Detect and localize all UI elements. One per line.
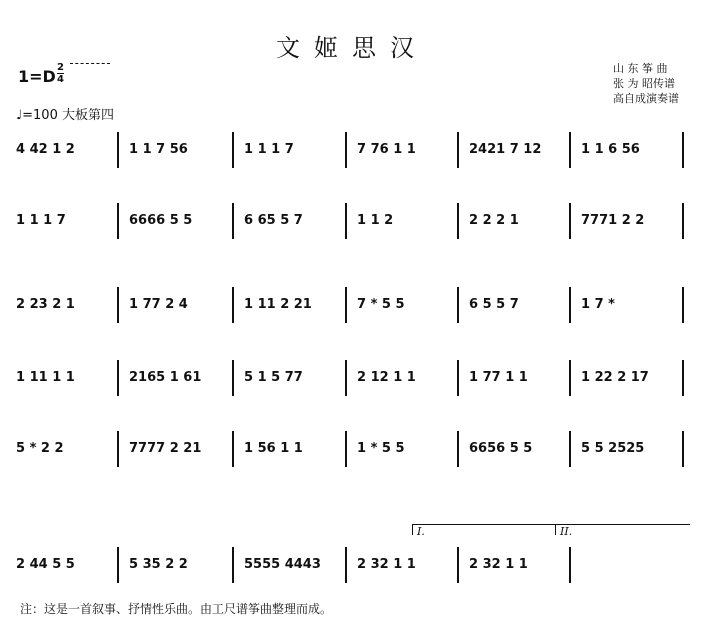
measure: 1 11 2 21 [244,297,312,312]
barline [569,287,571,323]
credit-line-3: 高自成演奏谱 [613,92,679,105]
barline [569,132,571,168]
barline [117,360,119,396]
volta-first-ending: I. [412,524,557,535]
measure: 6 65 5 7 [244,213,303,228]
measure: 1 11 1 1 [16,370,75,385]
measure: 6 5 5 7 [469,297,519,312]
measure: 5 * 2 2 [16,441,64,456]
volta-second-ending: II. [555,524,690,535]
measure: 1 7 * [581,297,615,312]
measure: 2 32 1 1 [469,557,528,572]
measure: 1 56 1 1 [244,441,303,456]
measure: 2165 1 61 [129,370,202,385]
barline [569,547,571,583]
measure: 1 1 6 56 [581,142,640,157]
barline [232,203,234,239]
time-signature-bottom: 4 [57,74,64,85]
footnote: 注：这是一首叙事、抒情性乐曲。由工尺谱筝曲整理而成。 [20,602,333,616]
measure: 2 12 1 1 [357,370,416,385]
barline [117,547,119,583]
measure: 4 42 1 2 [16,142,75,157]
score-row [0,132,704,192]
barline [569,360,571,396]
measure: 2421 7 12 [469,142,542,157]
measure: 1 77 2 4 [129,297,188,312]
measure: 1 1 1 7 [244,142,294,157]
barline [345,431,347,467]
measure: 5555 4443 [244,557,321,572]
barline [569,431,571,467]
measure: 5 1 5 77 [244,370,303,385]
barline [232,360,234,396]
measure: 2 44 5 5 [16,557,75,572]
barline [345,287,347,323]
barline [457,287,459,323]
credit-line-1: 山 东 筝 曲 [613,62,668,75]
score-row [0,360,704,420]
barline [457,360,459,396]
barline [682,431,684,467]
barline [682,203,684,239]
measure: 6656 5 5 [469,441,533,456]
barline [232,287,234,323]
barline [457,203,459,239]
score-row [0,203,704,263]
barline [345,132,347,168]
score-row [0,431,704,491]
measure: 2 23 2 1 [16,297,75,312]
barline [569,203,571,239]
measure: 7777 2 21 [129,441,202,456]
measure: 7771 2 2 [581,213,645,228]
measure: 1 1 1 7 [16,213,66,228]
barline [117,132,119,168]
time-signature-top: 2 [57,62,64,73]
barline [345,203,347,239]
barline [232,431,234,467]
measure: 1 * 5 5 [357,441,405,456]
barline [345,360,347,396]
tempo-marking: ♩=100 大板第四 [16,108,114,123]
measure: 7 * 5 5 [357,297,405,312]
barline [457,132,459,168]
measure: 1 1 2 [357,213,394,228]
measure: 1 77 1 1 [469,370,528,385]
barline [682,360,684,396]
barline [232,132,234,168]
score-row [0,547,704,607]
measure: 1 1 7 56 [129,142,188,157]
measure: 2 2 2 1 [469,213,519,228]
page-title: 文姬思汉 [276,34,428,62]
measure: 7 76 1 1 [357,142,416,157]
measure: 5 5 2525 [581,441,645,456]
dashed-line [70,63,110,64]
credit-line-2: 张 为 昭传谱 [613,77,675,90]
barline [117,287,119,323]
barline [682,287,684,323]
key-signature: 1=D [18,67,56,86]
measure: 5 35 2 2 [129,557,188,572]
barline [457,431,459,467]
time-signature [57,62,64,85]
barline [345,547,347,583]
barline [682,132,684,168]
barline [117,203,119,239]
score-row [0,287,704,347]
measure: 2 32 1 1 [357,557,416,572]
barline [232,547,234,583]
measure: 6666 5 5 [129,213,193,228]
barline [457,547,459,583]
measure: 1 22 2 17 [581,370,649,385]
barline [117,431,119,467]
